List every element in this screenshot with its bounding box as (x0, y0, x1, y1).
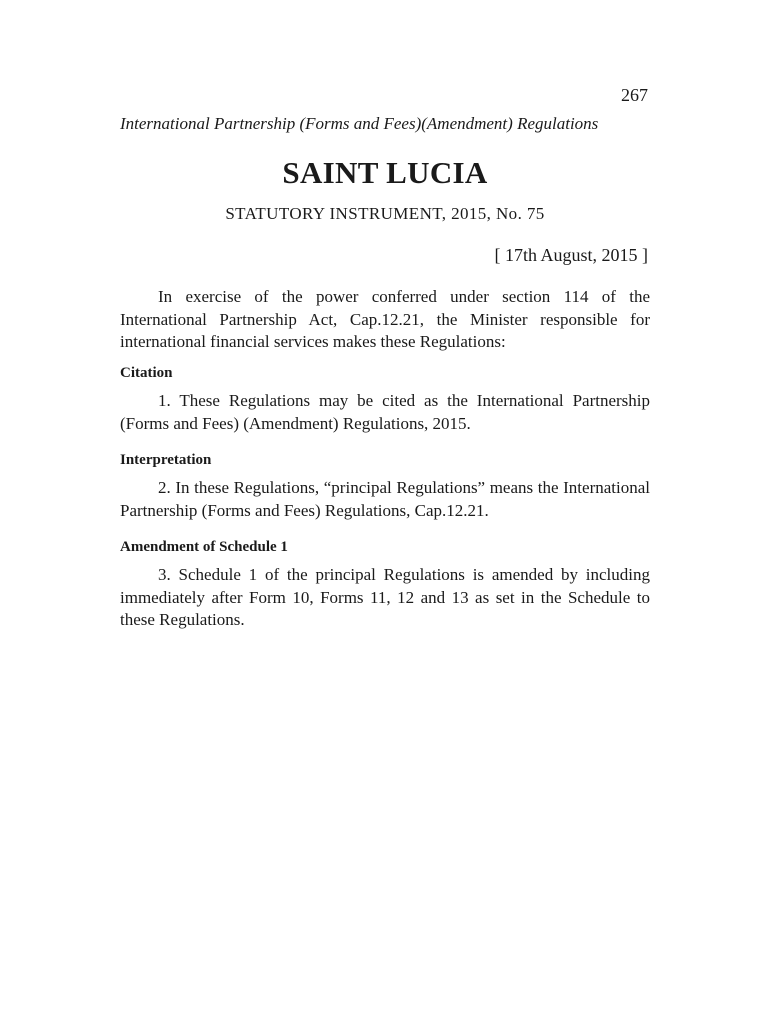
preamble-paragraph: In exercise of the power conferred under section 114 of the International Partnership Act, Cap.12.21, the Minister responsible for international financial services makes these Regulations: (120, 287, 650, 351)
document-title: SAINT LUCIA (282, 155, 488, 190)
section-heading-interpretation: Interpretation (120, 452, 212, 468)
instrument-number: STATUTORY INSTRUMENT, 2015, No. 75 (225, 204, 545, 223)
page-number: 267 (621, 85, 648, 105)
section-paragraph-amendment: 3. Schedule 1 of the principal Regulations is amended by including immediately after Form 10, Forms 11, 12 and 13 as set in the Schedule to these Regulations. (120, 565, 650, 629)
instrument-date: [ 17th August, 2015 ] (494, 245, 648, 265)
section-paragraph-citation: 1. These Regulations may be cited as the International Partnership (Forms and Fees) (Amendment) Regulations, 2015. (120, 391, 650, 433)
running-head: International Partnership (Forms and Fees)(Amendment) Regulations (120, 114, 599, 133)
section-heading-citation: Citation (120, 365, 173, 381)
section-heading-amendment: Amendment of Schedule 1 (120, 539, 288, 555)
section-paragraph-interpretation: 2. In these Regulations, “principal Regulations” means the International Partnership (Forms and Fees) Regulations, Cap.12.21. (120, 478, 650, 520)
